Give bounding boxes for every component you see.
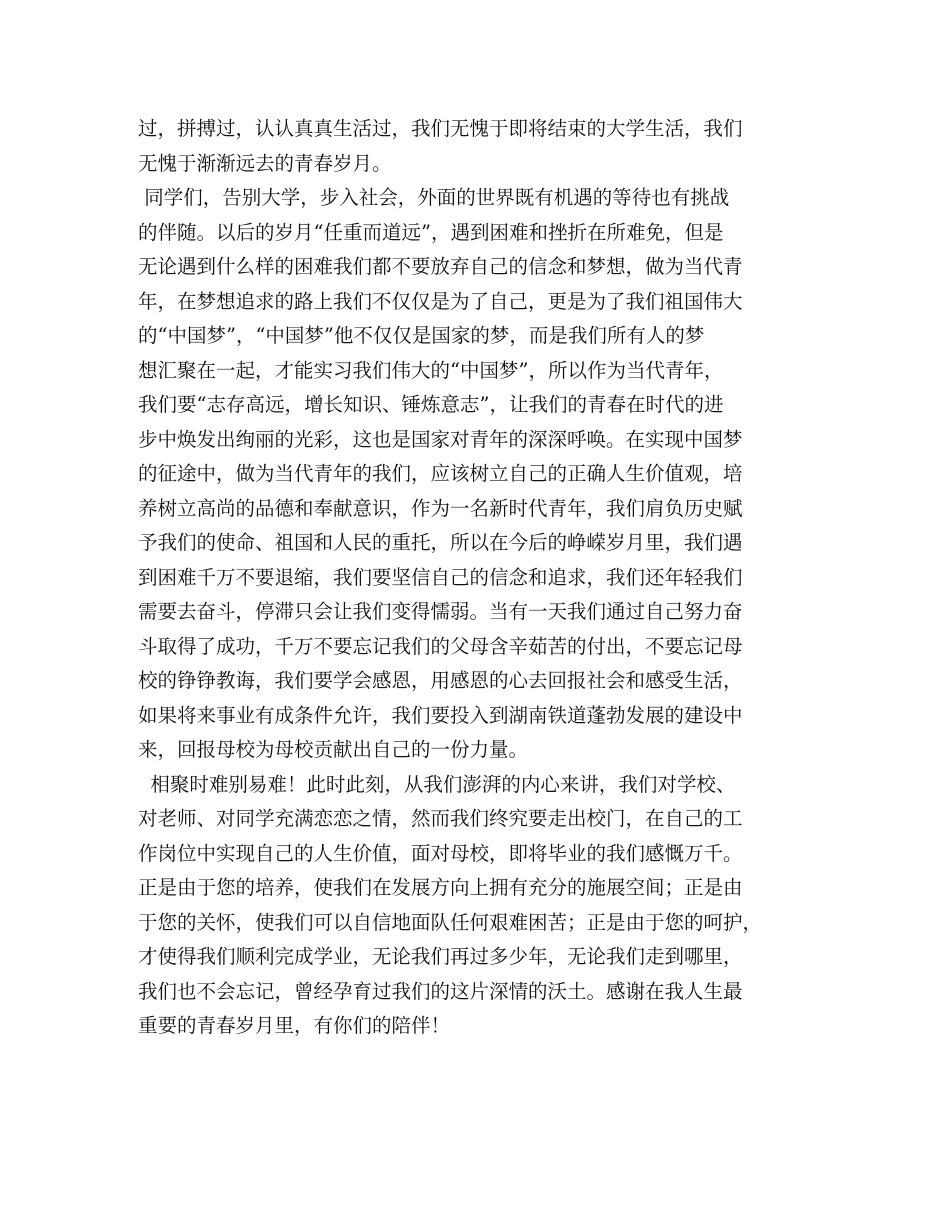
text-line: 无愧于渐渐远去的青春岁月。	[138, 151, 392, 175]
text-line: 需要去奋斗，停滞只会让我们变得懦弱。当有一天我们通过自己努力奋	[138, 600, 743, 623]
text-line: 的“中国梦”，“中国梦”他不仅仅是国家的梦，而是我们所有人的梦	[138, 324, 705, 347]
text-line: 年，在梦想追求的路上我们不仅仅是为了自己，更是为了我们祖国伟大	[138, 289, 743, 313]
text-line: 的征途中，做为当代青年的我们，应该树立自己的正确人生价值观，培	[138, 462, 743, 485]
body-text	[138, 112, 828, 1044]
text-line: 我们也不会忘记，曾经孕育过我们的这片深情的沃土。感谢在我人生最	[138, 979, 743, 1003]
text-line: 的伴随。以后的岁月“任重而道远”，遇到困难和挫折在所难免，但是	[138, 220, 724, 244]
text-line: 我们要“志存高远，增长知识、锤炼意志”，让我们的青春在时代的进	[138, 393, 724, 416]
text-line: 于您的关怀，使我们可以自信地面队任何艰难困苦；正是由于您的呵护，	[138, 910, 763, 934]
text-line: 对老师、对同学充满恋恋之情，然而我们终究要走出校门，在自己的工	[138, 807, 743, 830]
text-line: 步中焕发出绚丽的光彩，这也是国家对青年的深深呼唤。在实现中国梦	[138, 427, 743, 451]
text-line: 如果将来事业有成条件允许，我们要投入到湖南铁道蓬勃发展的建设中	[138, 703, 743, 727]
text-line: 相聚时难别易难！此时此刻，从我们澎湃的内心来讲，我们对学校、	[138, 772, 736, 796]
text-line: 校的铮铮教诲，我们要学会感恩，用感恩的心去回报社会和感受生活，	[138, 669, 743, 692]
text-line: 正是由于您的培养，使我们在发展方向上拥有充分的施展空间；正是由	[138, 876, 743, 899]
text-line: 养树立高尚的品德和奉献意识，作为一名新时代青年，我们肩负历史赋	[138, 496, 743, 520]
text-line: 来，回报母校为母校贡献出自己的一份力量。	[138, 738, 529, 761]
text-line: 无论遇到什么样的困难我们都不要放弃自己的信念和梦想，做为当代青	[138, 255, 743, 278]
text-line: 斗取得了成功，千万不要忘记我们的父母含辛茹苦的付出，不要忘记母	[138, 634, 743, 658]
text-line: 重要的青春岁月里，有你们的陪伴！	[138, 1014, 451, 1037]
text-line: 过，拼搏过，认认真真生活过，我们无愧于即将结束的大学生活，我们	[138, 117, 743, 140]
text-line: 作岗位中实现自己的人生价值，面对母校，即将毕业的我们感慨万千。	[138, 841, 743, 865]
text-line: 予我们的使命、祖国和人民的重托，所以在今后的峥嵘岁月里，我们遇	[138, 531, 743, 554]
text-line: 同学们，告别大学，步入社会，外面的世界既有机遇的等待也有挑战	[138, 186, 730, 209]
text-line: 到困难千万不要退缩，我们要坚信自己的信念和追求，我们还年轻我们	[138, 565, 743, 589]
text-line: 才使得我们顺利完成学业，无论我们再过多少年，无论我们走到哪里，	[138, 945, 743, 968]
text-line: 想汇聚在一起，才能实习我们伟大的“中国梦”，所以作为当代青年，	[138, 358, 724, 382]
